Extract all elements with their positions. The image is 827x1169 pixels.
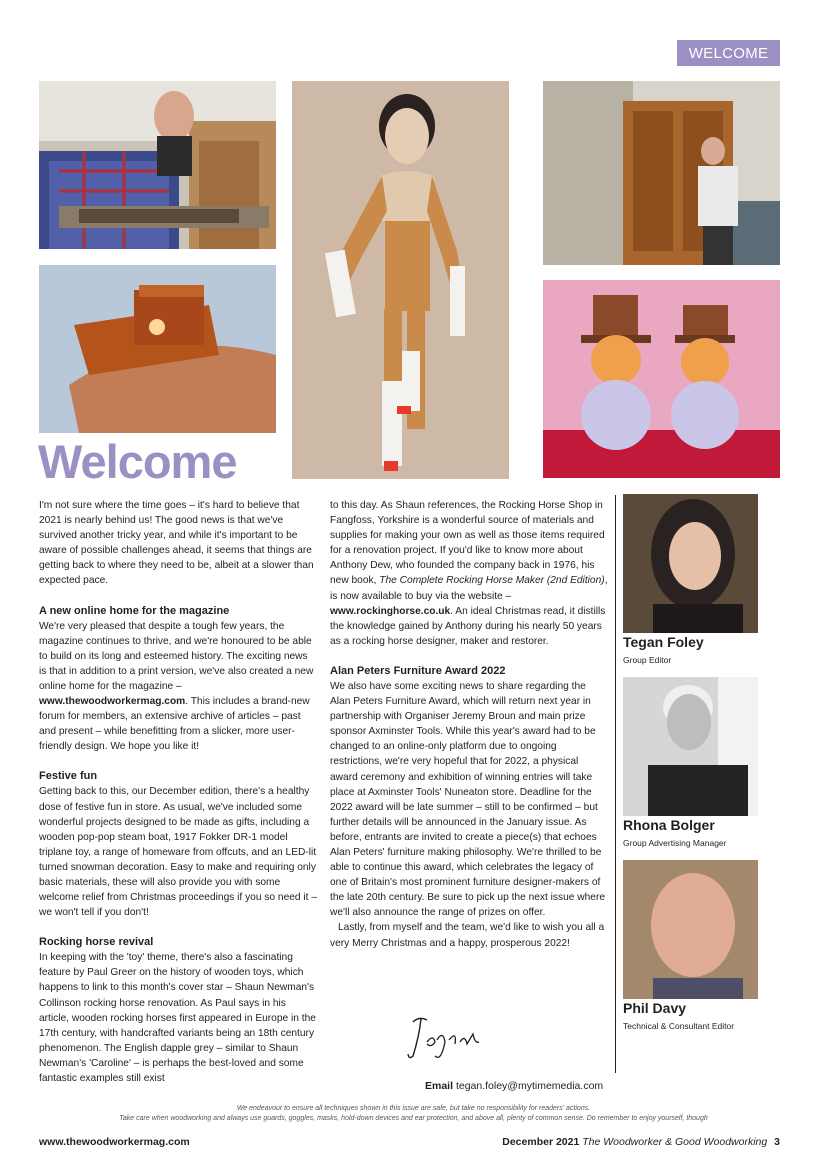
section-tag: WELCOME <box>677 40 780 66</box>
staff-name: Tegan Foley <box>623 634 704 650</box>
footer-issue-info <box>502 1136 780 1148</box>
staff-role: Group Advertising Manager <box>623 838 727 848</box>
article-column-2 <box>330 498 608 951</box>
page-number: 3 <box>774 1136 780 1148</box>
subheading-alan-peters: Alan Peters Furniture Award 2022 <box>330 664 506 677</box>
paragraph-rocking-horse: In keeping with the 'toy' theme, there's also a fascinating feature by Paul Greer on the history of wooden toys, which happens to link to this month's cover star – Shaun Newman's Collinson rocking horse renovation. As Paul says in his article, wooden rocking horses first appeared in Europe in the 17th century, with handcrafted variants being an 18th century phenomenon. The English dapple grey – similar to Shaun Newman's 'Caroline' – is perhaps the best-loved and some fantastic examples still exist <box>39 952 316 1084</box>
subheading-rocking-horse: Rocking horse revival <box>39 936 154 949</box>
disclaimer-line-1: We endeavour to ensure all techniques shown in this issue are safe, but take no responsibility for readers' actions. <box>236 1105 591 1112</box>
staff-role: Technical & Consultant Editor <box>623 1021 735 1031</box>
disclaimer-line-2: Take care when woodworking and always use guards, goggles, masks, hold-down devices and ear protection, and above all, plenty of common sense. Do remember to enjoy yourself, though <box>119 1115 708 1122</box>
editor-email: Email tegan.foley@mytimemedia.com <box>425 1080 604 1092</box>
article-column-1 <box>39 498 317 1086</box>
photo-snowmen <box>543 280 780 478</box>
paragraph-online-home: We're very pleased that despite a tough few years, the magazine continues to thrive, and we're honoured to be able to build on its long and esteemed history. The exciting news is that in addition to a print version, we've also created a new online home for the magazine – www.thewoodworkermag.com. This includes a brand-new forum for members, an extensive archive of articles – past and present – while benefitting from a slicker, more user-friendly design. We hope you like it! <box>39 620 314 753</box>
book-title: The Complete Rocking Horse Maker (2nd Edition) <box>379 575 605 587</box>
rocking-horse-url[interactable]: www.rockinghorse.co.uk <box>330 605 451 617</box>
staff-photo-tegan-foley <box>623 494 758 633</box>
page-title: Welcome <box>38 435 237 488</box>
staff-photo-rhona-bolger <box>623 677 758 816</box>
footer-url[interactable]: www.thewoodworkermag.com <box>39 1136 190 1148</box>
subheading-festive-fun: Festive fun <box>39 770 98 783</box>
column-divider <box>615 495 616 1073</box>
intro-paragraph: I'm not sure where the time goes – it's hard to believe that 2021 is nearly behind us! The good news is that we've survived another tricky year, and while it's important to be aware of possible challenges ahead, it seems that things are getting back to where they need to be, albeit at a slower than expected pace. <box>39 500 314 587</box>
paragraph-festive-fun: Getting back to this, our December edition, there's a healthy dose of festive fun in store. As usual, we've included some wonderful projects designed to be made as gifts, including a wooden pop-pop steam boat, 1917 Fokker DR-1 model triplane toy, a range of homeware from offcuts, and an LED-lit turned snowman decoration. Easy to make and requiring only basic materials, these will also provide you with some welcome relief from Christmas proceedings if you so need it – we won't tell if you don't! <box>39 786 318 919</box>
photo-pop-pop-boat <box>39 265 276 433</box>
subheading-online-home: A new online home for the magazine <box>39 604 230 617</box>
photo-guitar-player <box>39 81 276 249</box>
footer-date: December 2021 <box>502 1136 580 1148</box>
paragraph-alan-peters: We also have some exciting news to share regarding the Alan Peters Furniture Award, which will return next year in partnership with Organiser Jeremy Broun and main prize sponsor Axminster Tools. While this year's award had to be changed to an online-only platform due to ongoing restrictions, we're very hopeful that for 2022, a physical award ceremony and exhibition of winning entries will take place at Axminster Tools' Nuneaton store. Deadline for the 2022 award will be late summer – still to be confirmed – but further details will be announced in the January issue. As before, entrants are invited to create a piece(s) that echoes Alan Peters' furniture making philosophy. We're thrilled to be able to continue this award, which celebrates the legacy of one of Britain's most prominent furniture designer-makers of the late 20th century. Be sure to pick up the next issue where we'll also announce the range of prizes on offer. <box>330 680 606 919</box>
staff-photo-phil-davy <box>623 860 758 999</box>
staff-role: Group Editor <box>623 655 672 665</box>
email-address[interactable]: tegan.foley@mytimemedia.com <box>455 1080 604 1092</box>
paragraph-rocking-horse-shop: to this day. As Shaun references, the Rocking Horse Shop in Fangfoss, Yorkshire is a wonderful source of materials and supplies for making your own as well as those items required for a renovation project. If you'd like to know more about Anthony Dew, who founded the company back in 1976, his new book, The Complete Rocking Horse Maker (2nd Edition), is now available to buy via the website – www.rockinghorse.co.uk. An ideal Christmas read, it distills the knowledge gained by Anthony during his nearly 50 years as a rocking horse designer, maker and restorer. <box>330 500 608 647</box>
staff-name: Rhona Bolger <box>623 817 715 833</box>
editor-signature <box>405 1012 485 1062</box>
paragraph-closing: Lastly, from myself and the team, we'd like to wish you all a very Merry Christmas and a happy, prosperous 2022! <box>330 922 605 949</box>
footer-magazine-name: The Woodworker & Good Woodworking <box>582 1136 768 1148</box>
magazine-url[interactable]: www.thewoodworkermag.com <box>39 696 186 708</box>
photo-peg-doll <box>292 81 509 479</box>
staff-name: Phil Davy <box>623 1000 687 1016</box>
photo-workshop-cabinet <box>543 81 780 265</box>
